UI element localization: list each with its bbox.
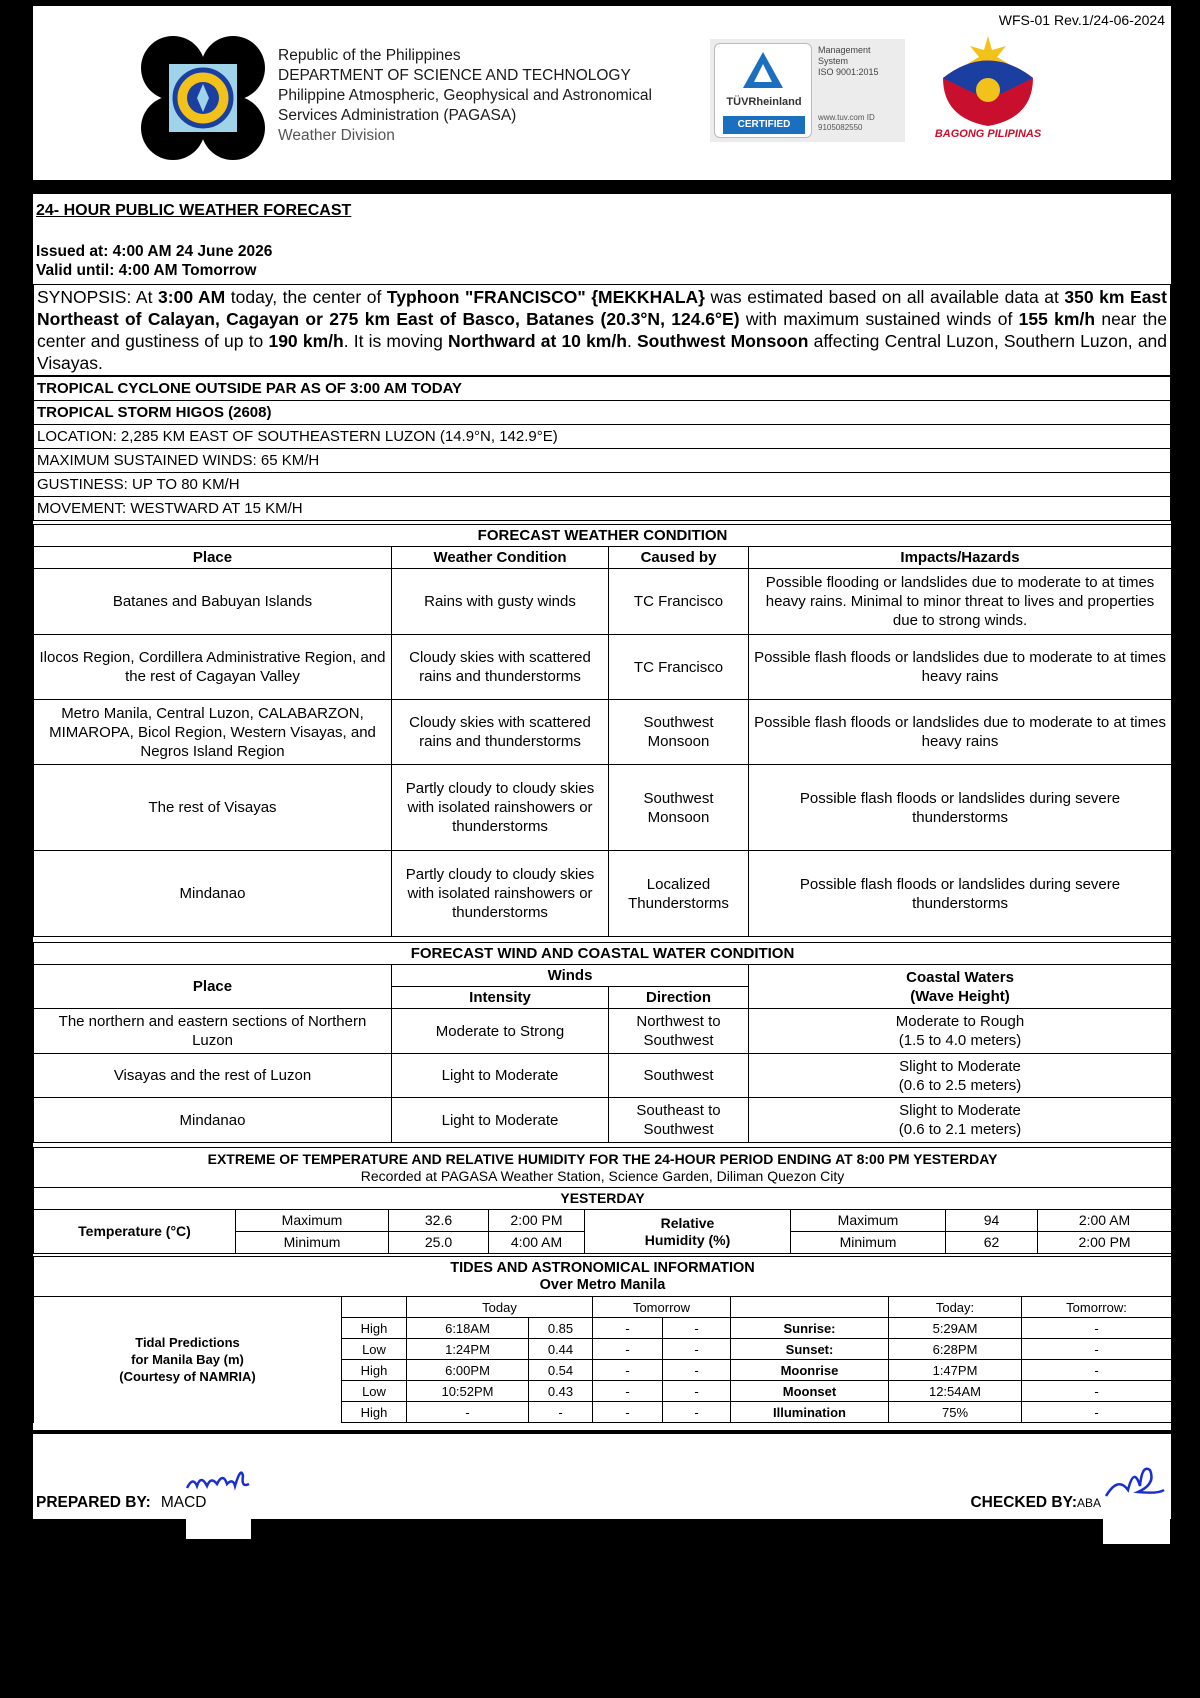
temp-max-time: 2:00 PM <box>489 1210 585 1232</box>
tide-tomorrow-height: - <box>663 1360 731 1381</box>
footer-tab-right <box>1103 1519 1170 1544</box>
tc-outside-movement: MOVEMENT: WESTWARD AT 15 KM/H <box>34 497 1171 521</box>
tidal-label-1: Tidal Predictions <box>135 1335 240 1351</box>
tide-type: Low <box>342 1339 407 1360</box>
coastal-condition: Slight to Moderate <box>899 1102 1021 1119</box>
tc-outside-location: LOCATION: 2,285 KM EAST OF SOUTHEASTERN LUZON (14.9°N, 142.9°E) <box>34 425 1171 449</box>
astro-label: Moonset <box>731 1381 889 1402</box>
tuv-system: Management System <box>818 45 871 66</box>
astro-tomorrow: - <box>1022 1381 1172 1402</box>
tide-today-height: 0.44 <box>529 1339 593 1360</box>
wind-direction: Southwest <box>609 1054 749 1098</box>
wind-place: Mindanao <box>34 1098 392 1143</box>
bagong-pilipinas-logo <box>913 28 1063 148</box>
forecast-document <box>33 194 1171 1430</box>
checked-by-name: ABA <box>1076 1496 1101 1510</box>
tide-today-time: 10:52PM <box>407 1381 529 1402</box>
table-row <box>34 1098 1172 1143</box>
tide-today-time: 1:24PM <box>407 1339 529 1360</box>
wave-height: (1.5 to 4.0 meters) <box>898 1032 1022 1049</box>
footer-tab-left <box>186 1519 251 1539</box>
wind-intensity: Light to Moderate <box>392 1054 609 1098</box>
tides-astronomical-table <box>33 1256 1172 1423</box>
synopsis-text: near the center and gustiness of up to <box>37 309 1167 351</box>
signature-footer <box>33 1434 1171 1519</box>
astro-tomorrow: - <box>1022 1339 1172 1360</box>
prepared-by-label: PREPARED BY: <box>36 1494 151 1511</box>
forecast-cause: Localized Thunderstorms <box>609 851 749 937</box>
tide-today-time: - <box>407 1402 529 1423</box>
synopsis-gustiness: 190 km/h <box>268 331 344 351</box>
wind-place: The northern and eastern sections of Northern Luzon <box>34 1009 392 1054</box>
table-row <box>34 1009 1172 1054</box>
forecast-place: The rest of Visayas <box>34 765 392 851</box>
forecast-place: Metro Manila, Central Luzon, CALABARZON, MIMAROPA, Bicol Region, Western Visayas, and Negros Island Region <box>34 700 392 765</box>
page-title: 24- HOUR PUBLIC WEATHER FORECAST <box>36 202 352 219</box>
forecast-col-cause: Caused by <box>609 547 749 569</box>
forecast-condition: Rains with gusty winds <box>392 569 609 635</box>
tc-outside-name: TROPICAL STORM HIGOS (2608) <box>34 401 1171 425</box>
agency-line-division: Weather Division <box>278 127 395 144</box>
tide-tomorrow-time: - <box>593 1360 663 1381</box>
astro-col-blank <box>731 1297 889 1318</box>
valid-until: Valid until: 4:00 AM Tomorrow <box>36 262 257 279</box>
forecast-cause: Southwest Monsoon <box>609 765 749 851</box>
humidity-label <box>585 1210 791 1254</box>
wind-coastal-table <box>33 942 1172 1143</box>
agency-line-republic: Republic of the Philippines <box>278 47 461 64</box>
tide-type: Low <box>342 1381 407 1402</box>
forecast-condition: Partly cloudy to cloudy skies with isolated rainshowers or thunderstorms <box>392 765 609 851</box>
temp-min-value: 25.0 <box>389 1232 489 1254</box>
tide-type: High <box>342 1402 407 1423</box>
tc-outside-heading: TROPICAL CYCLONE OUTSIDE PAR AS OF 3:00 AM TODAY <box>34 377 1171 401</box>
synopsis-monsoon: Southwest Monsoon <box>636 331 809 351</box>
pagasa-logo <box>139 34 267 162</box>
tide-type-header <box>342 1297 407 1318</box>
tuv-side-top <box>818 45 902 78</box>
tide-tomorrow-height: - <box>663 1339 731 1360</box>
wave-height: (0.6 to 2.5 meters) <box>898 1076 1022 1094</box>
wind-place: Visayas and the rest of Luzon <box>34 1054 392 1098</box>
astro-tomorrow: - <box>1022 1402 1172 1423</box>
rh-min-time: 2:00 PM <box>1038 1232 1172 1254</box>
tuv-side-bottom: www.tuv.com ID 9105082550 <box>818 113 875 132</box>
tides-subheading: Over Metro Manila <box>539 1276 666 1293</box>
checked-by-label: CHECKED BY: <box>970 1494 1077 1511</box>
astro-today: 75% <box>889 1402 1022 1423</box>
synopsis-text: was estimated based on all available data at <box>704 287 1065 307</box>
prepared-signature <box>183 1462 253 1496</box>
letterhead <box>33 6 1171 180</box>
humidity-label-1: Relative <box>660 1214 715 1231</box>
forecast-col-condition: Weather Condition <box>392 547 609 569</box>
table-row <box>34 765 1172 851</box>
tide-tomorrow-time: - <box>593 1381 663 1402</box>
astro-tomorrow: - <box>1022 1360 1172 1381</box>
tide-tomorrow-time: - <box>593 1318 663 1339</box>
tide-today-height: 0.54 <box>529 1360 593 1381</box>
astro-col-tomorrow: Tomorrow: <box>1022 1297 1172 1318</box>
tc-outside-max-winds: MAXIMUM SUSTAINED WINDS: 65 KM/H <box>34 449 1171 473</box>
synopsis-text: . <box>626 331 637 351</box>
temp-min-time: 4:00 AM <box>489 1232 585 1254</box>
wind-coastal <box>749 1009 1172 1054</box>
table-row <box>34 569 1172 635</box>
tide-today-height: 0.43 <box>529 1381 593 1402</box>
tide-tomorrow-height: - <box>663 1402 731 1423</box>
forecast-col-place: Place <box>34 547 392 569</box>
forecast-impacts: Possible flash floods or landslides due to moderate to at times heavy rains <box>749 700 1172 765</box>
forecast-heading: FORECAST WEATHER CONDITION <box>34 525 1172 547</box>
wave-height: (0.6 to 2.1 meters) <box>898 1121 1022 1138</box>
extreme-subheading: Recorded at PAGASA Weather Station, Science Garden, Diliman Quezon City <box>360 1167 845 1184</box>
synopsis-text: with maximum sustained winds of <box>739 309 1019 329</box>
coastal-header-1: Coastal Waters <box>906 968 1014 986</box>
wind-col-direction: Direction <box>609 987 749 1009</box>
tuv-brand: TÜVRheinland <box>726 96 802 108</box>
tidal-label-2: for Manila Bay (m) <box>131 1352 244 1368</box>
tides-col-tomorrow: Tomorrow <box>593 1297 731 1318</box>
tc-outside-par-table <box>33 376 1171 521</box>
synopsis-text: SYNOPSIS: At <box>37 287 159 307</box>
tide-today-height: 0.85 <box>529 1318 593 1339</box>
forecast-impacts: Possible flash floods or landslides during severe thunderstorms <box>749 851 1172 937</box>
agency-line-department: DEPARTMENT OF SCIENCE AND TECHNOLOGY <box>278 67 631 84</box>
extreme-temp-humidity-table <box>33 1147 1172 1254</box>
synopsis-typhoon-name: Typhoon "FRANCISCO" {MEKKHALA} <box>386 287 705 307</box>
synopsis-text: . It is moving <box>343 331 449 351</box>
forecast-col-impacts: Impacts/Hazards <box>749 547 1172 569</box>
form-code: WFS-01 Rev.1/24-06-2024 <box>998 12 1165 28</box>
tide-type: High <box>342 1318 407 1339</box>
tides-heading: TIDES AND ASTRONOMICAL INFORMATION <box>450 1259 755 1276</box>
forecast-impacts: Possible flash floods or landslides during severe thunderstorms <box>749 765 1172 851</box>
astro-today: 1:47PM <box>889 1360 1022 1381</box>
table-row <box>34 1054 1172 1098</box>
forecast-place: Batanes and Babuyan Islands <box>34 569 392 635</box>
wind-intensity: Moderate to Strong <box>392 1009 609 1054</box>
wind-coastal <box>749 1098 1172 1143</box>
forecast-place: Ilocos Region, Cordillera Administrative Region, and the rest of Cagayan Valley <box>34 635 392 700</box>
synopsis-text: affecting Central Luzon, Southern Luzon, and Visayas. <box>37 331 1168 373</box>
forecast-impacts: Possible flash floods or landslides due to moderate to at times heavy rains <box>749 635 1172 700</box>
tuv-badge <box>714 43 812 138</box>
prepared-by <box>36 1494 206 1512</box>
astro-label: Sunrise: <box>731 1318 889 1339</box>
agency-line-pagasa: Philippine Atmospheric, Geophysical and Astronomical <box>278 87 652 104</box>
astro-label: Moonrise <box>731 1360 889 1381</box>
bagong-pilipinas-icon <box>913 28 1063 128</box>
checked-by <box>970 1494 1101 1512</box>
wind-heading: FORECAST WIND AND COASTAL WATER CONDITION <box>34 943 1172 965</box>
tc-outside-gustiness: GUSTINESS: UP TO 80 KM/H <box>34 473 1171 497</box>
synopsis <box>33 284 1171 376</box>
astro-today: 12:54AM <box>889 1381 1022 1402</box>
rh-max-time: 2:00 AM <box>1038 1210 1172 1232</box>
tuv-triangle-icon <box>743 52 783 88</box>
forecast-condition: Cloudy skies with scattered rains and thunderstorms <box>392 635 609 700</box>
tuv-certified-label: CERTIFIED <box>723 116 805 134</box>
wind-col-coastal <box>749 965 1172 1009</box>
tides-heading-cell <box>34 1257 1172 1297</box>
forecast-condition: Partly cloudy to cloudy skies with isolated rainshowers or thunderstorms <box>392 851 609 937</box>
tide-tomorrow-time: - <box>593 1339 663 1360</box>
extreme-heading-cell <box>34 1148 1172 1188</box>
forecast-place: Mindanao <box>34 851 392 937</box>
issue-info <box>36 242 272 280</box>
tide-today-time: 6:18AM <box>407 1318 529 1339</box>
wind-col-intensity: Intensity <box>392 987 609 1009</box>
wind-intensity: Light to Moderate <box>392 1098 609 1143</box>
tide-tomorrow-height: - <box>663 1381 731 1402</box>
rh-min-value: 62 <box>946 1232 1038 1254</box>
table-row <box>34 635 1172 700</box>
tide-tomorrow-height: - <box>663 1318 731 1339</box>
forecast-cause: Southwest Monsoon <box>609 700 749 765</box>
tide-tomorrow-time: - <box>593 1402 663 1423</box>
table-row <box>34 851 1172 937</box>
forecast-weather-table <box>33 524 1172 937</box>
yesterday-label: YESTERDAY <box>34 1188 1172 1210</box>
synopsis-time: 3:00 AM <box>158 287 226 307</box>
astro-col-today: Today: <box>889 1297 1022 1318</box>
wind-direction: Northwest to Southwest <box>609 1009 749 1054</box>
coastal-header-2: (Wave Height) <box>910 987 1010 1005</box>
forecast-condition: Cloudy skies with scattered rains and thunderstorms <box>392 700 609 765</box>
coastal-condition: Slight to Moderate <box>899 1057 1021 1075</box>
rh-max-label: Maximum <box>791 1210 946 1232</box>
temperature-label: Temperature (°C) <box>34 1210 236 1254</box>
synopsis-text: today, the center of <box>225 287 387 307</box>
synopsis-movement: Northward at 10 km/h <box>448 331 627 351</box>
tuv-iso: ISO 9001:2015 <box>818 67 879 77</box>
synopsis-max-winds: 155 km/h <box>1018 309 1096 329</box>
temp-min-label: Minimum <box>236 1232 389 1254</box>
tidal-label <box>34 1297 342 1423</box>
forecast-cause: TC Francisco <box>609 635 749 700</box>
temp-max-label: Maximum <box>236 1210 389 1232</box>
synopsis-location: 350 km East Northeast of Calayan, Cagayan or 275 km East of Basco, Batanes (20.3°N, 124.6°E) <box>37 287 1167 329</box>
tidal-label-3: (Courtesy of NAMRIA) <box>119 1369 256 1385</box>
extreme-heading: EXTREME OF TEMPERATURE AND RELATIVE HUMIDITY FOR THE 24-HOUR PERIOD ENDING AT 8:00 PM YESTERDAY <box>207 1150 998 1167</box>
astro-today: 5:29AM <box>889 1318 1022 1339</box>
temp-max-value: 32.6 <box>389 1210 489 1232</box>
astro-tomorrow: - <box>1022 1318 1172 1339</box>
astro-label: Illumination <box>731 1402 889 1423</box>
checked-signature <box>1098 1456 1168 1506</box>
rh-min-label: Minimum <box>791 1232 946 1254</box>
wind-col-place: Place <box>34 965 392 1009</box>
agency-line-pagasa-2: Services Administration (PAGASA) <box>278 107 517 124</box>
issued-at: Issued at: 4:00 AM 24 June 2026 <box>36 243 273 260</box>
astro-today: 6:28PM <box>889 1339 1022 1360</box>
tide-today-time: 6:00PM <box>407 1360 529 1381</box>
agency-block <box>278 46 652 146</box>
tide-today-height: - <box>529 1402 593 1423</box>
prepared-by-name: MACD <box>160 1494 207 1511</box>
coastal-condition: Moderate to Rough <box>895 1013 1025 1030</box>
tides-col-today: Today <box>407 1297 593 1318</box>
tide-type: High <box>342 1360 407 1381</box>
humidity-label-2: Humidity (%) <box>644 1231 731 1248</box>
wind-coastal <box>749 1054 1172 1098</box>
bagong-pilipinas-text: BAGONG PILIPINAS <box>934 128 1042 140</box>
forecast-cause: TC Francisco <box>609 569 749 635</box>
forecast-impacts: Possible flooding or landslides due to moderate to at times heavy rains. Minimal to minor threat to lives and properties due to strong winds. <box>749 569 1172 635</box>
tuv-certification <box>710 39 905 142</box>
rh-max-value: 94 <box>946 1210 1038 1232</box>
wind-col-winds: Winds <box>392 965 749 987</box>
wind-direction: Southeast to Southwest <box>609 1098 749 1143</box>
astro-label: Sunset: <box>731 1339 889 1360</box>
table-row <box>34 700 1172 765</box>
